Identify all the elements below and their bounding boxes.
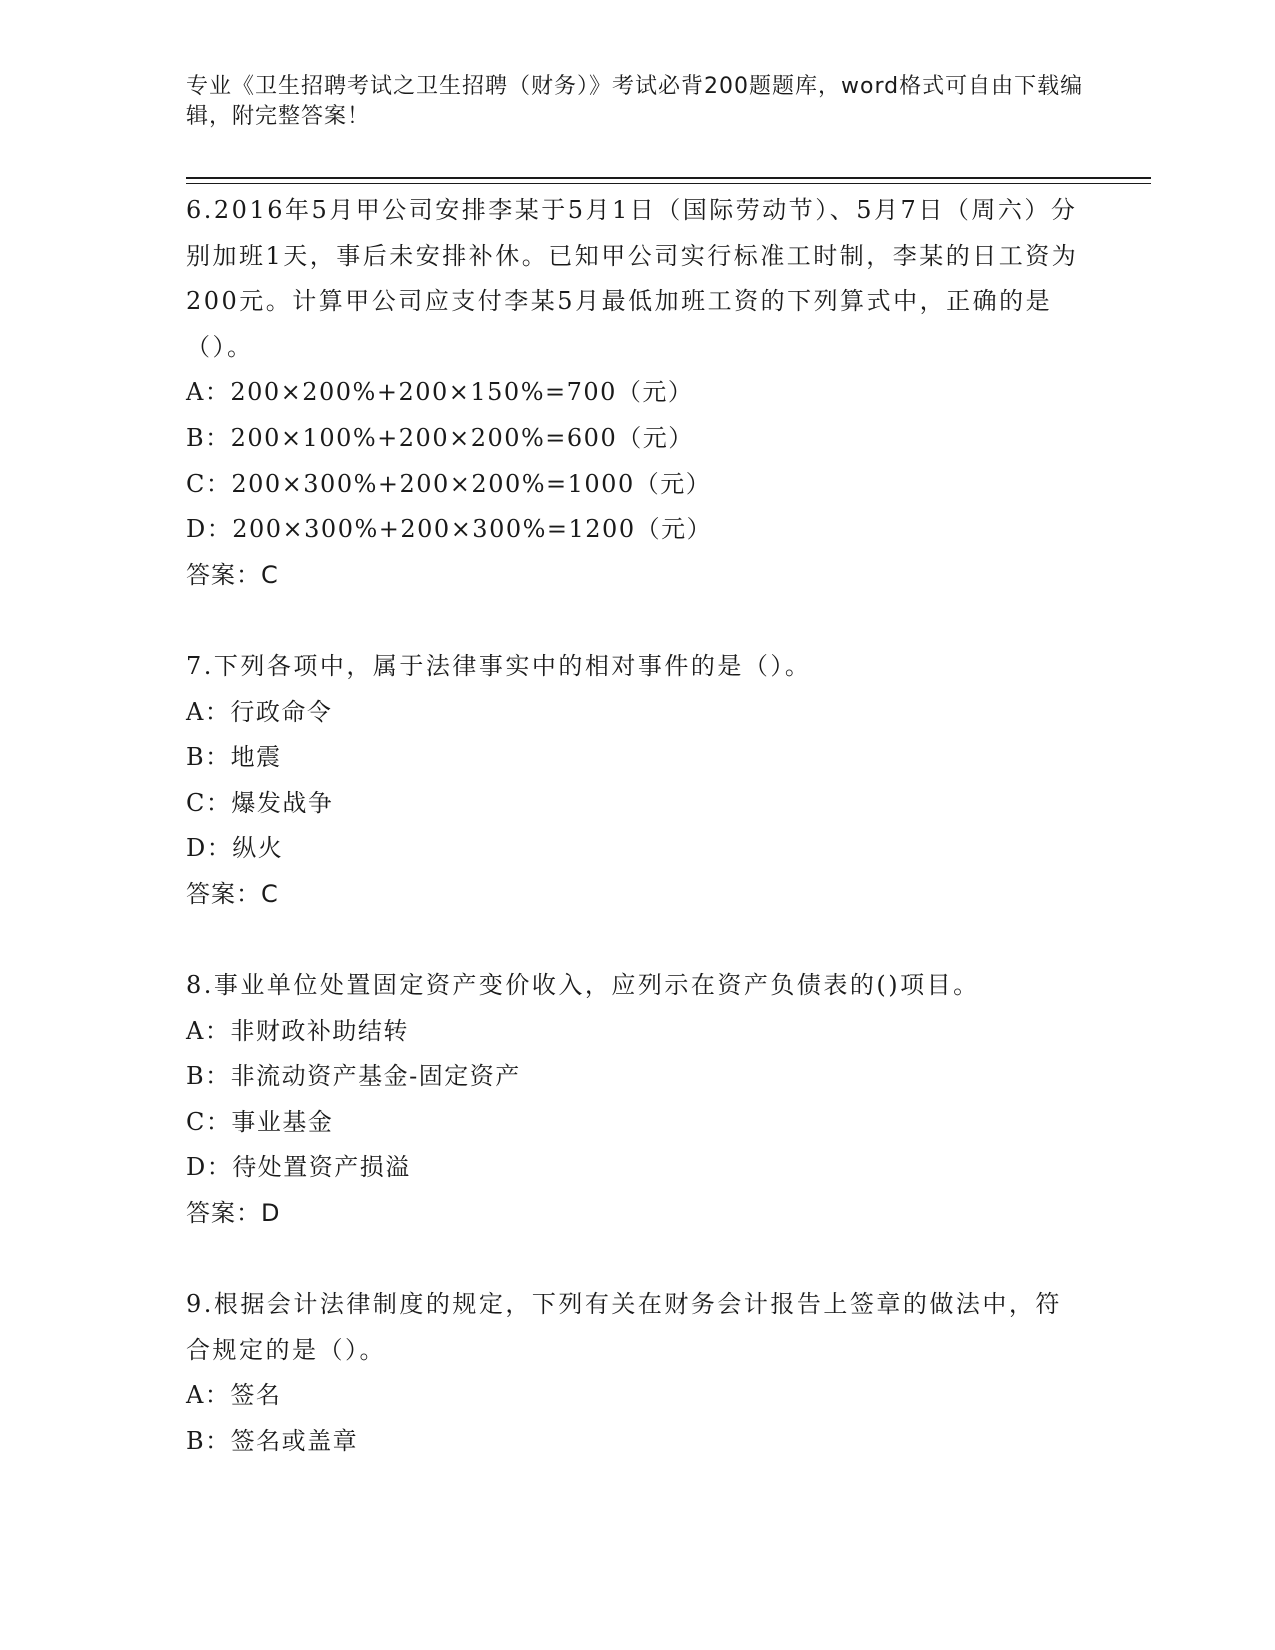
option-d: D：纵火: [186, 834, 284, 863]
question-stem: 6.2016年5月甲公司安排李某于5月1日（国际劳动节）、5月7日（周六）分别加班1天，事后未安排补休。已知甲公司实行标准工时制，李某的日工资为200元。计算甲公司应支付李某5月最低加班工资的下列算式中，正确的是（）。: [186, 196, 1079, 361]
answer-line: 答案：C: [186, 879, 279, 908]
question-stem: 8.事业单位处置固定资产变价收入，应列示在资产负债表的()项目。: [186, 971, 980, 1000]
option-a: A：行政命令: [186, 697, 333, 726]
question-stem: 7.下列各项中，属于法律事实中的相对事件的是（）。: [186, 651, 812, 680]
question-list: [186, 188, 1086, 1465]
option-a: A：200×200%+200×150%=700（元）: [186, 378, 694, 407]
option-a: A：签名: [186, 1381, 282, 1410]
option-b: B：地震: [186, 743, 282, 772]
document-header: 专业《卫生招聘考试之卫生招聘（财务）》考试必背200题题库，word格式可自由下载编辑，附完整答案！: [186, 74, 1084, 129]
option-d: D：待处置资产损溢: [186, 1153, 411, 1182]
header-divider-thick: [186, 177, 1151, 179]
question-stem: 9.根据会计法律制度的规定，下列有关在财务会计报告上签章的做法中，符合规定的是（）。: [186, 1290, 1062, 1364]
header-divider-thin: [186, 183, 1151, 184]
question-spacer: [186, 918, 1086, 964]
option-b: B：签名或盖章: [186, 1427, 359, 1456]
question-spacer: [186, 1237, 1086, 1283]
option-c: C：事业基金: [186, 1107, 334, 1136]
option-b: B：非流动资产基金-固定资产: [186, 1062, 521, 1091]
question-6: [186, 188, 1086, 598]
option-c: C：200×300%+200×200%=1000（元）: [186, 469, 712, 498]
question-8: [186, 963, 1086, 1237]
option-d: D：200×300%+200×300%=1200（元）: [186, 515, 713, 544]
answer-line: 答案：C: [186, 560, 279, 589]
option-a: A：非财政补助结转: [186, 1016, 409, 1045]
question-7: [186, 644, 1086, 918]
answer-line: 答案：D: [186, 1199, 281, 1228]
option-c: C：爆发战争: [186, 788, 334, 817]
option-b: B：200×100%+200×200%=600（元）: [186, 423, 694, 452]
question-9: [186, 1282, 1086, 1464]
question-spacer: [186, 598, 1086, 644]
